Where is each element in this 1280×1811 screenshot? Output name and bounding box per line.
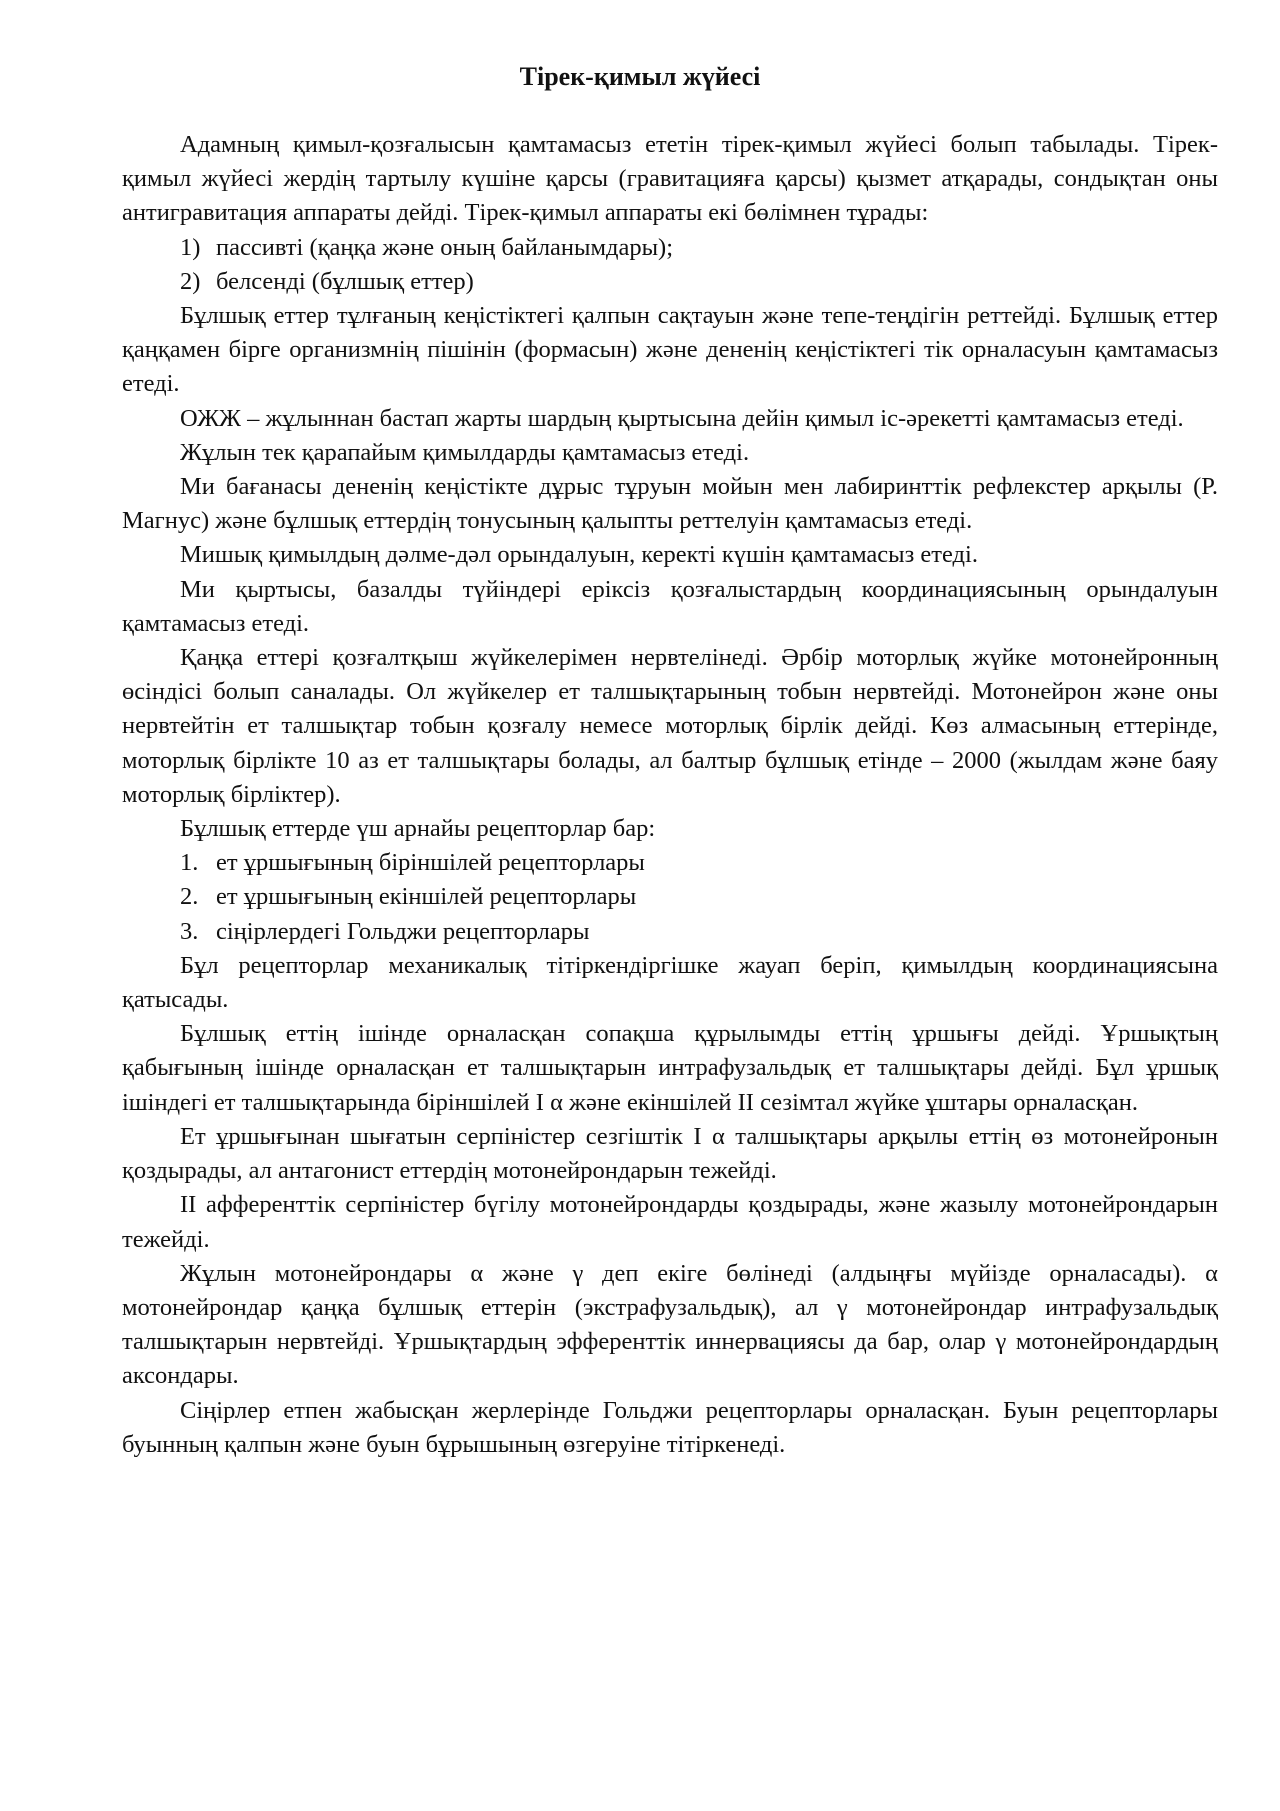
paragraph: Қаңқа еттері қозғалтқыш жүйкелерімен нервтелінеді. Әрбір моторлық жүйке мотонейронның өсіндісі болып саналады. Ол жүйкелер ет талшықтарының тобын нервтейді. Мотонейрон және оны нервтейтін ет талшықтар тобын қозғалу немесе моторлық бірлік дейді. Көз алмасының еттерінде, моторлық бірлікте 10 аз ет талшықтары болады, ал балтыр бұлшық етінде – 2000 (жылдам және баяу моторлық бірліктер). [122, 644, 1218, 808]
list-item [122, 846, 1218, 880]
paragraph: Сіңірлер етпен жабысқан жерлерінде Гольджи рецепторлары орналасқан. Буын рецепторлары буынның қалпын және буын бұрышының өзгеруіне тітіркенеді. [122, 1396, 1218, 1458]
paragraph: Бұлшық еттің ішінде орналасқан сопақша құрылымды еттің ұршығы дейді. Ұршықтың қабығының ішінде орналасқан ет талшықтарын интрафузальдық ет талшықтары дейді. Бұл ұршық ішіндегі ет талшықтарында біріншілей І α және екіншілей ІІ сезімтал жүйке ұштары орналасқан. [122, 1020, 1218, 1116]
list-item-text: белсенді (бұлшық еттер) [216, 267, 474, 295]
page-title: Тірек-қимыл жүйесі [519, 62, 761, 91]
paragraph: Бұлшық еттер тұлғаның кеңістіктегі қалпын сақтауын және тепе-теңдігін реттейді. Бұлшық еттер қаңқамен бірге организмнің пішінін (формасын) және дененің кеңістіктегі тік орналасуын қамтамасыз етеді. [122, 302, 1218, 398]
paragraph: Бұлшық еттерде үш арнайы рецепторлар бар: [180, 815, 656, 843]
list-number: 2. [180, 883, 199, 911]
paragraph: ІІ афференттік серпіністер бүгілу мотонейрондарды қоздырады, және жазылу мотонейрондарын тежейді. [122, 1191, 1218, 1253]
list-number: 1. [180, 849, 199, 877]
list-item-text: ет ұршығының біріншілей рецепторлары [216, 849, 645, 877]
paragraph: Адамның қимыл-қозғалысын қамтамасыз ететін тірек-қимыл жүйесі болып табылады. Тірек-қимыл жүйесі жердің тартылу күшіне қарсы (гравитацияға қарсы) қызмет атқарады, сондықтан оны антигравитация аппараты дейді. Тірек-қимыл аппараты екі бөлімнен тұрады: [122, 131, 1218, 227]
list-item [122, 915, 1218, 949]
paragraph: Жұлын мотонейрондары α және γ деп екіге бөлінеді (алдыңғы мүйізде орналасады). α мотонейрондар қаңқа бұлшық еттерін (экстрафузальдық), ал γ мотонейрондар интрафузальдық талшықтарын нервтейді. Ұршықтардың эфференттік иннервациясы да бар, олар γ мотонейрондардың аксондары. [122, 1259, 1218, 1390]
list-number: 3. [180, 917, 199, 945]
list-item [122, 231, 1218, 265]
list-item-text: ет ұршығының екіншілей рецепторлары [216, 883, 637, 911]
list-item [122, 265, 1218, 299]
paragraph: Бұл рецепторлар механикалық тітіркендіргішке жауап беріп, қимылдың координациясына қатысады. [122, 951, 1218, 1014]
paragraph: ОЖЖ – жұлыннан бастап жарты шардың қыртысына дейін қимыл іс-әрекетті қамтамасыз етеді. [180, 404, 1184, 432]
paragraph: Ет ұршығынан шығатын серпіністер сезгіштік І α талшықтары арқылы еттің өз мотонейронын қоздырады, ал антагонист еттердің мотонейрондарын тежейді. [122, 1122, 1218, 1185]
list-number: 2) [180, 267, 201, 295]
list-item [122, 880, 1218, 914]
paragraph: Ми бағанасы дененің кеңістікте дұрыс тұруын мойын мен лабиринттік рефлекстер арқылы (Р. Магнус) және бұлшық еттердің тонусының қалыпты реттелуін қамтамасыз етеді. [122, 473, 1218, 535]
paragraph: Мишық қимылдың дәлме-дәл орындалуын, керекті күшін қамтамасыз етеді. [180, 541, 978, 569]
paragraph: Ми қыртысы, базалды түйіндері еріксіз қозғалыстардың координациясының орындалуын қамтамасыз етеді. [122, 575, 1218, 637]
document-body [122, 128, 1218, 1462]
list-item-text: сіңірлердегі Гольджи рецепторлары [216, 917, 590, 945]
list-item-text: пассивті (қаңқа және оның байланымдары); [216, 233, 674, 261]
list-number: 1) [180, 233, 201, 261]
paragraph: Жұлын тек қарапайым қимылдарды қамтамасыз етеді. [180, 438, 750, 466]
